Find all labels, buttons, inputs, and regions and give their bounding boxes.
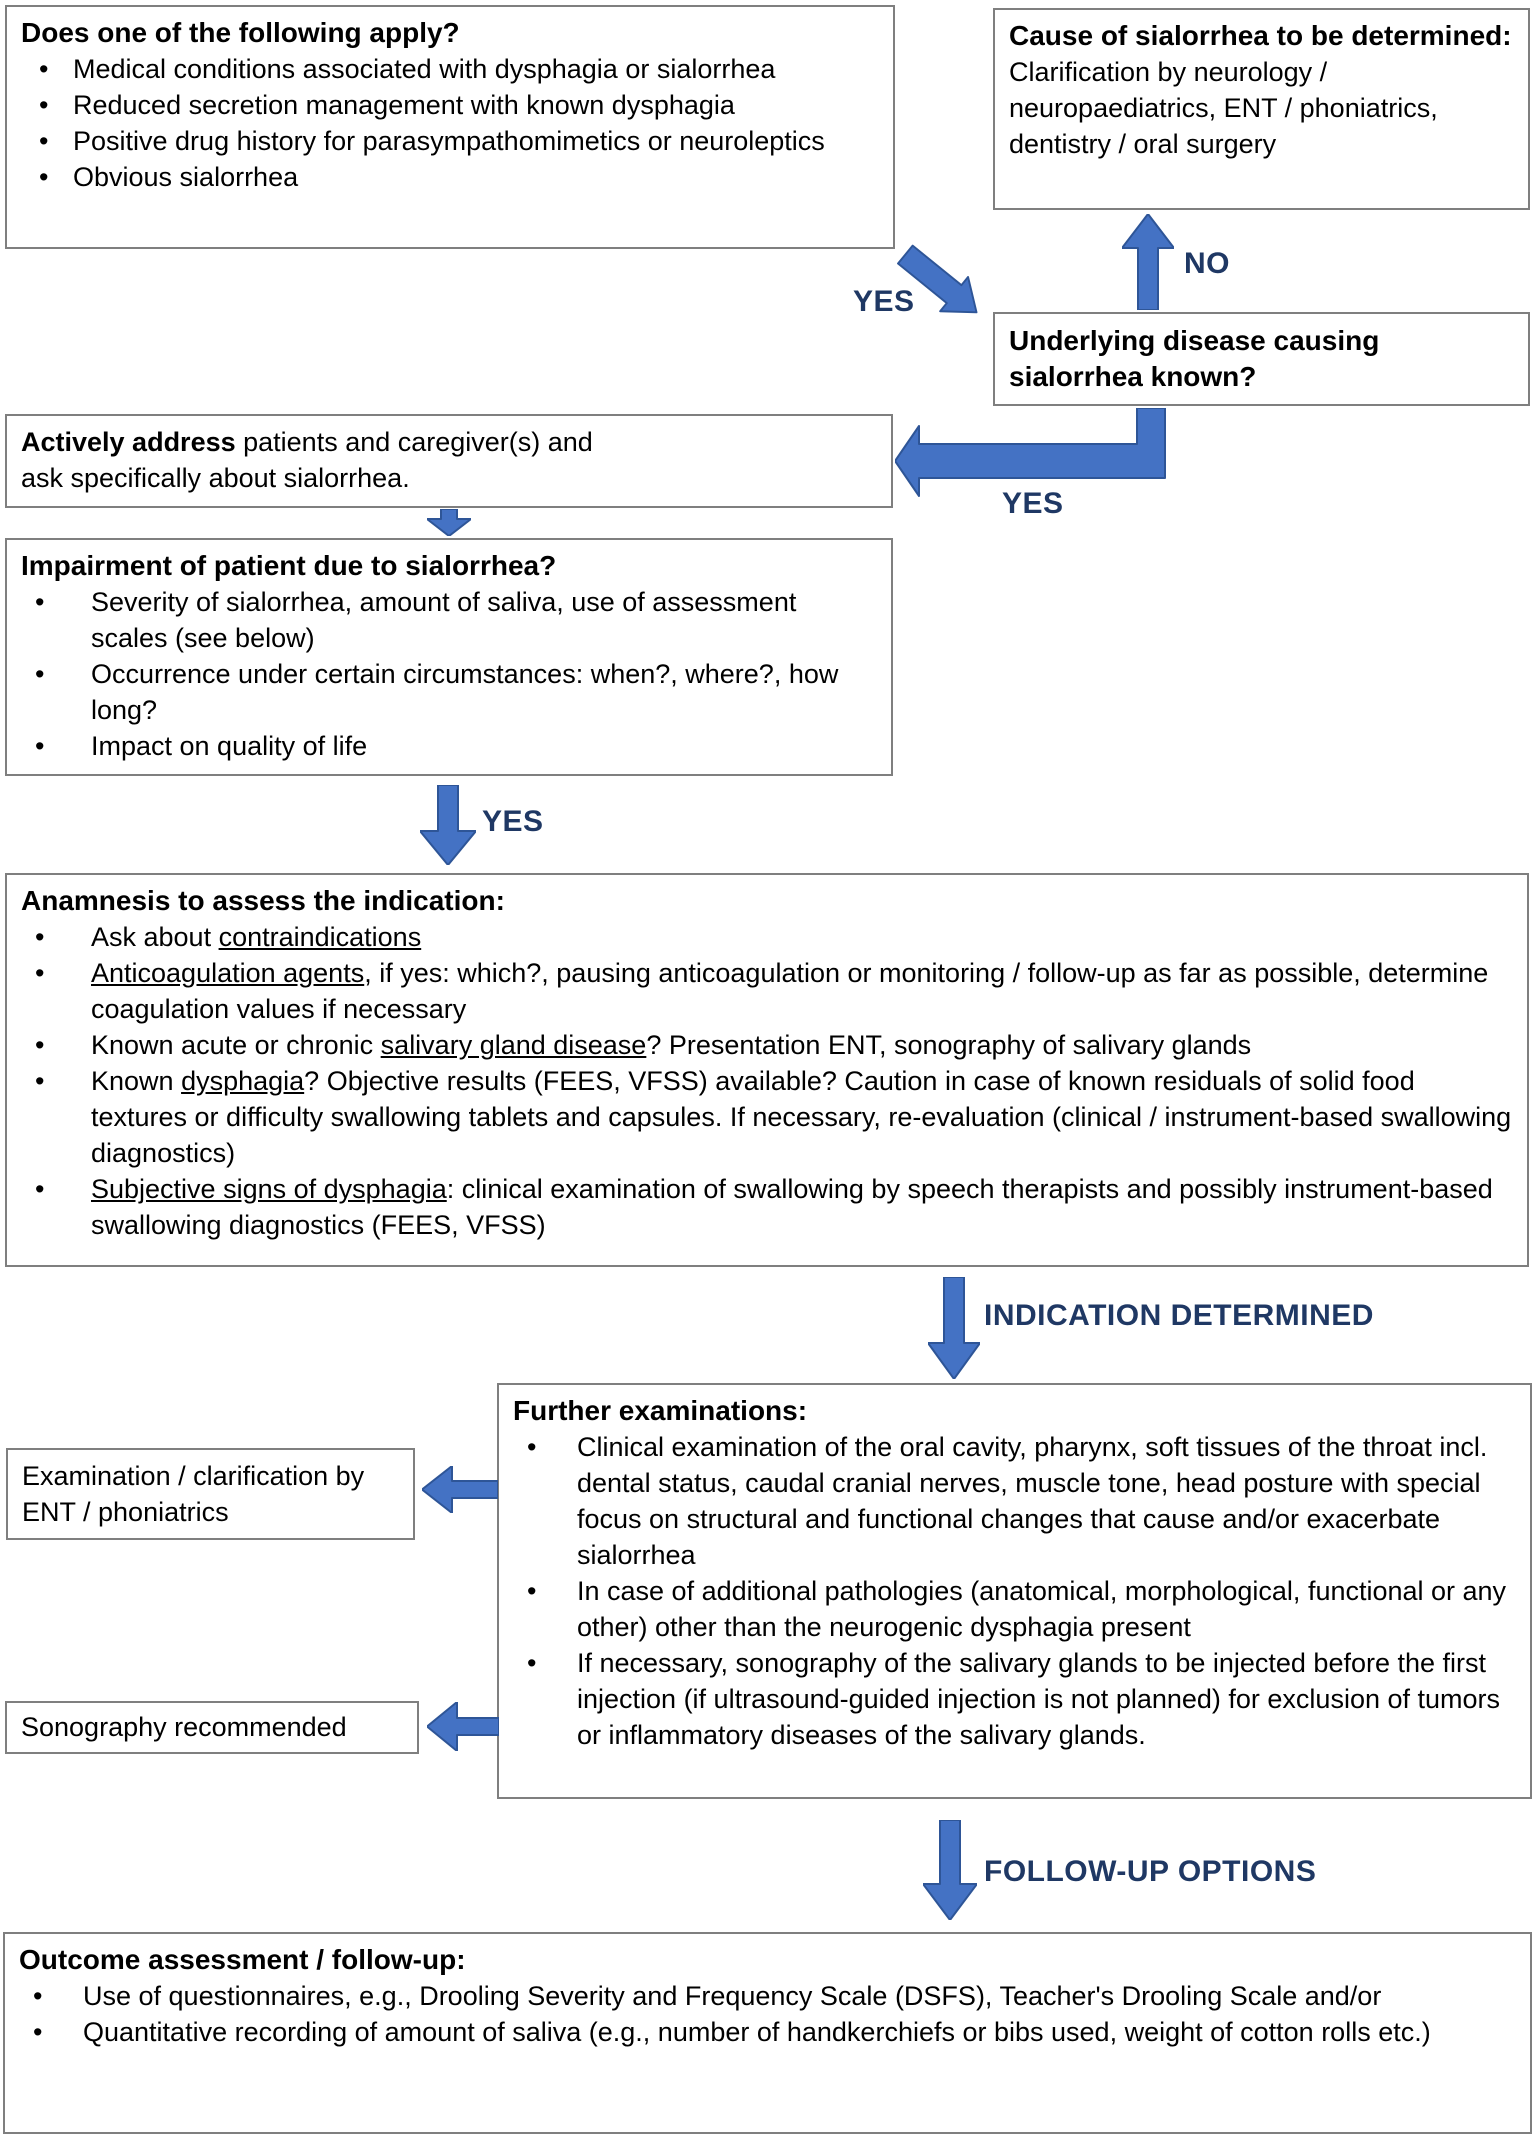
arrow-left-sonography-icon bbox=[427, 1702, 499, 1751]
label-yes-screening: YES bbox=[853, 285, 915, 318]
box-cause-determination bbox=[993, 8, 1530, 210]
box-sonography-text: Sonography recommended bbox=[21, 1712, 347, 1742]
box-ent-examination bbox=[6, 1448, 415, 1540]
box-ent-text: Examination / clarification by ENT / phoniatrics bbox=[22, 1461, 365, 1527]
list-item: • If necessary, sonography of the salivary glands to be injected before the first injection (if ultrasound-guided injection is not planned) for exclusion of tumors or inflammatory diseases of the salivary glands. bbox=[513, 1645, 1516, 1753]
box-outcome-title: Outcome assessment / follow-up: bbox=[19, 1944, 466, 1975]
list-item: • In case of additional pathologies (anatomical, morphological, functional or any other) other than the neurogenic dysphagia present bbox=[513, 1573, 1516, 1645]
label-followup-options: FOLLOW-UP OPTIONS bbox=[984, 1855, 1317, 1888]
list-item: • Occurrence under certain circumstances: when?, where?, how long? bbox=[21, 656, 877, 728]
list-item: • Medical conditions associated with dysphagia or sialorrhea bbox=[21, 51, 879, 87]
box-anamnesis-list bbox=[21, 919, 1513, 1243]
label-yes-impairment: YES bbox=[482, 805, 544, 838]
box-impairment-title: Impairment of patient due to sialorrhea? bbox=[21, 550, 557, 581]
list-item: • Known dysphagia? Objective results (FEES, VFSS) available? Caution in case of known residuals of solid food textures or difficulty swallowing tablets and capsules. If necessary, re-evaluation (clinical / instrument-based swallowing diagnostics) bbox=[21, 1063, 1513, 1171]
list-item: • Obvious sialorrhea bbox=[21, 159, 879, 195]
box-actively-address-text: Actively address patients and caregiver(s) and ask specifically about sialorrhea. bbox=[21, 427, 593, 493]
box-outcome-list bbox=[19, 1978, 1516, 2050]
label-yes-underlying: YES bbox=[1002, 487, 1064, 520]
box-anamnesis bbox=[5, 873, 1529, 1267]
box-screening-title: Does one of the following apply? bbox=[21, 17, 460, 48]
label-indication-determined: INDICATION DETERMINED bbox=[984, 1299, 1374, 1332]
list-item: • Known acute or chronic salivary gland disease? Presentation ENT, sonography of salivary glands bbox=[21, 1027, 1513, 1063]
list-item: • Reduced secretion management with known dysphagia bbox=[21, 87, 879, 123]
box-underlying-title: Underlying disease causing sialorrhea known? bbox=[1009, 325, 1380, 392]
label-no-underlying: NO bbox=[1184, 247, 1230, 280]
list-item: • Severity of sialorrhea, amount of saliva, use of assessment scales (see below) bbox=[21, 584, 877, 656]
arrow-yes-down-icon bbox=[420, 785, 476, 865]
box-anamnesis-title: Anamnesis to assess the indication: bbox=[21, 885, 505, 916]
box-outcome-assessment bbox=[3, 1932, 1532, 2134]
arrow-indication-down-icon bbox=[928, 1277, 980, 1379]
arrow-down-small-icon bbox=[427, 509, 471, 536]
arrow-followup-down-icon bbox=[923, 1820, 977, 1920]
box-further-examinations bbox=[497, 1383, 1532, 1799]
box-underlying-disease bbox=[993, 312, 1530, 406]
list-item: • Ask about contraindications bbox=[21, 919, 1513, 955]
box-sonography-recommended bbox=[5, 1701, 419, 1754]
box-impairment-list bbox=[21, 584, 877, 764]
list-item: • Clinical examination of the oral cavity, pharynx, soft tissues of the throat incl. dental status, caudal cranial nerves, muscle tone, head posture with special focus on structural and functional changes that cause and/or exacerbate sialorrhea bbox=[513, 1429, 1516, 1573]
arrow-left-ent-icon bbox=[422, 1466, 498, 1513]
box-screening-list bbox=[21, 51, 879, 195]
box-cause-body: Clarification by neurology / neuropaediatrics, ENT / phoniatrics, dentistry / oral surgery bbox=[1009, 57, 1438, 159]
box-actively-address bbox=[5, 414, 893, 508]
list-item: • Impact on quality of life bbox=[21, 728, 877, 764]
box-screening-question bbox=[5, 5, 895, 249]
box-further-title: Further examinations: bbox=[513, 1395, 808, 1426]
box-cause-title: Cause of sialorrhea to be determined: bbox=[1009, 20, 1512, 51]
list-item: • Positive drug history for parasympathomimetics or neuroleptics bbox=[21, 123, 879, 159]
list-item: • Subjective signs of dysphagia: clinical examination of swallowing by speech therapists and possibly instrument-based swallowing diagnostics (FEES, VFSS) bbox=[21, 1171, 1513, 1243]
box-further-list bbox=[513, 1429, 1516, 1753]
list-item: • Anticoagulation agents, if yes: which?, pausing anticoagulation or monitoring / follow-up as far as possible, determine coagulation values if necessary bbox=[21, 955, 1513, 1027]
list-item: • Quantitative recording of amount of saliva (e.g., number of handkerchiefs or bibs used, weight of cotton rolls etc.) bbox=[19, 2014, 1516, 2050]
box-impairment bbox=[5, 538, 893, 776]
list-item: • Use of questionnaires, e.g., Drooling Severity and Frequency Scale (DSFS), Teacher's Drooling Scale and/or bbox=[19, 1978, 1516, 2014]
arrow-no-up-icon bbox=[1122, 214, 1174, 310]
